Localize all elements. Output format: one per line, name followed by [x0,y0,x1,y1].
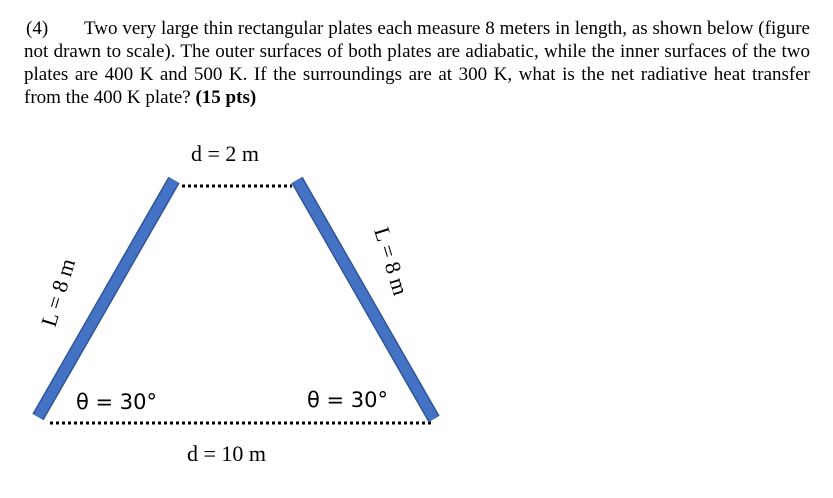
bottom-gap-label: d = 10 m [187,441,267,466]
right-angle-label: θ = 30° [307,388,389,412]
problem-points: (15 pts) [195,87,257,108]
left-angle-label: θ = 30° [76,390,158,414]
right-plate-fill [297,180,434,419]
top-gap-label: d = 2 m [191,141,260,166]
problem-text: Two very large thin rectangular plates each measure 8 meters in length, as shown below (figure not drawn to scale). The outer surfaces of both plates are adiabatic, while the inner surfaces of the two plates are 400 K and 500 K. If the surroundings are at 300 K, what is the net radiative heat transfer from the 400 K plate? [24,18,810,108]
problem-number: (4) [26,18,49,39]
left-plate-label: L = 8 m [35,255,81,330]
right-plate-label: L = 8 m [369,224,414,299]
